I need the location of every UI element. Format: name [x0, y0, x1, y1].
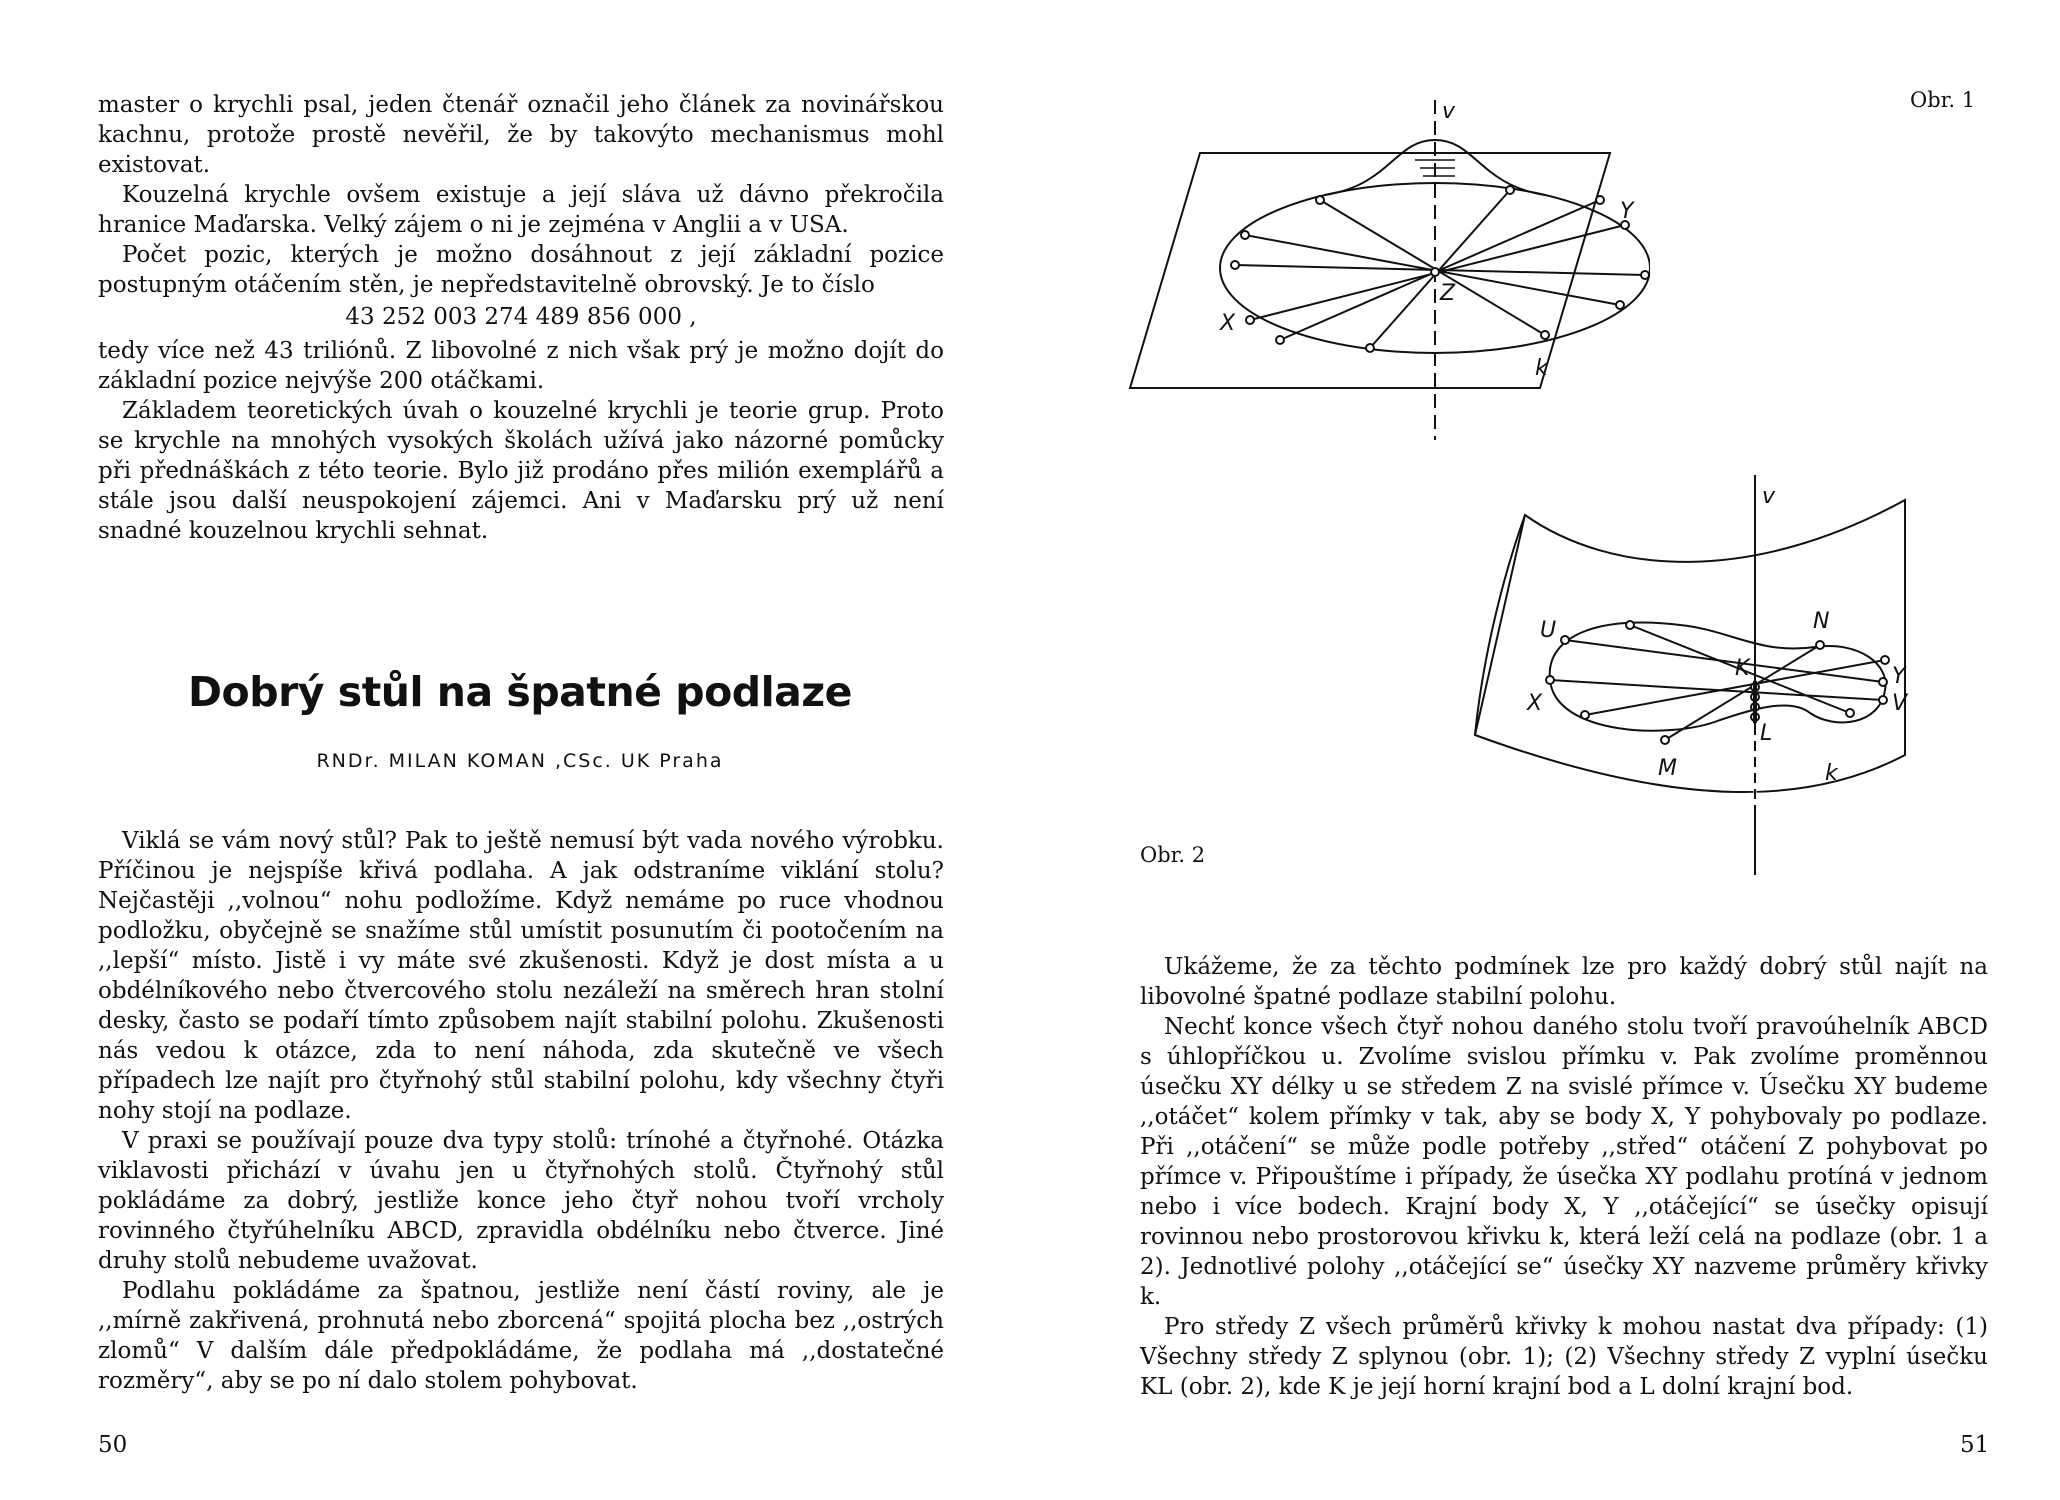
figure-2-label-v: v	[1762, 484, 1776, 509]
large-number: 43 252 003 274 489 856 000 ,	[345, 304, 697, 330]
figure-1-caption: Obr. 1	[1910, 88, 1976, 112]
page-number: 51	[1960, 1432, 1990, 1458]
figure-2-caption: Obr. 2	[1140, 843, 1206, 867]
figure-2-label-n: N	[1813, 609, 1830, 634]
figure-1-label-x: X	[1220, 311, 1236, 336]
figure-2-label-k: k	[1825, 761, 1838, 786]
figure-2-label-k-point: K	[1735, 656, 1750, 681]
figure-2-label-y: Y	[1892, 664, 1906, 689]
intro-paragraph: tedy více než 43 triliónů. Z libovolné z nich však prý je možno dojít do základní pozice nejvýše 200 otáčkami.	[98, 338, 944, 394]
figure-2-label-l: L	[1760, 721, 1773, 746]
figure-2-label-u: U	[1540, 618, 1557, 643]
article-paragraph: Ukážeme, že za těchto podmínek lze pro každý dobrý stůl najít na libovolné špatné podlaze stabilní polohu.	[1140, 954, 1988, 1010]
article-byline: RNDr. MILAN KOMAN ,CSc. UK Praha	[316, 750, 724, 772]
intro-paragraph: Kouzelná krychle ovšem existuje a její sláva už dávno překročila hranice Maďarska. Velký zájem o ni je zejména v Anglii a v USA.	[98, 182, 944, 238]
figure-2-label-v-point: V	[1892, 691, 1908, 716]
figure-1-label-y: Y	[1620, 199, 1634, 224]
figure-2-label-m: M	[1658, 756, 1677, 781]
article-paragraph: Pro středy Z všech průměrů křivky k mohou nastat dva případy: (1) Všechny středy Z splynou (obr. 1); (2) Všechny středy Z vyplní úsečku KL (obr. 2), kde K je její horní krajní bod a L dolní krajní bod.	[1140, 1314, 1988, 1400]
figure-1-label-z: Z	[1440, 281, 1456, 306]
figure-1-label-k: k	[1535, 356, 1548, 381]
figure-1-label-v: v	[1442, 99, 1456, 124]
right-page	[1030, 0, 2060, 1500]
intro-paragraph: master o krychli psal, jeden čtenář označil jeho článek za novinářskou kachnu, protože prostě nevěřil, že by takovýto mechanismus mohl existovat.	[98, 92, 944, 178]
article-paragraph: V praxi se používají pouze dva typy stolů: trínohé a čtyřnohé. Otázka viklavosti přichází v úvahu jen u čtyřnohých stolů. Čtyřnohý stůl pokládáme za dobrý, jestliže konce jeho čtyř nohou tvoří vrcholy rovinného čtyřúhelníku ABCD, zpravidla obdélníku nebo čtverce. Jiné druhy stolů nebudeme uvažovat.	[98, 1128, 944, 1274]
figure-2-label-x: X	[1527, 691, 1543, 716]
intro-paragraph: Základem teoretických úvah o kouzelné krychli je teorie grup. Proto se krychle na mnohých vysokých školách užívá jako názorné pomůcky při přednáškách z této teorie. Bylo již prodáno přes milión exemplářů a stále jsou další neuspokojení zájemci. Ani v Maďarsku prý už není snadné kouzelnou krychli sehnat.	[98, 398, 944, 544]
article-body-left	[98, 826, 944, 1396]
figure-1-diagram	[1090, 90, 1650, 450]
intro-paragraph: Počet pozic, kterých je možno dosáhnout z její základní pozice postupným otáčením stěn, je nepředstavitelně obrovský. Je to číslo	[98, 242, 944, 298]
figure-2-diagram	[1430, 465, 1930, 885]
article-paragraph: Nechť konce všech čtyř nohou daného stolu tvoří pravoúhelník ABCD s úhlopříčkou u. Zvolíme svislou přímku v. Pak zvolíme proměnnou úsečku XY délky u se středem Z na svislé přímce v. Úsečku XY budeme ,,otáčet“ kolem přímky v tak, aby se body X, Y pohybovaly po podlaze. Při ,,otáčení“ se může podle potřeby ,,střed“ otáčení Z pohybovat po přímce v. Připouštíme i případy, že úsečka XY podlahu protíná v jednom nebo i více bodech. Krajní body X, Y ,,otáčející“ se úsečky opisují rovinnou nebo prostorovou křivku k, která leží celá na podlaze (obr. 1 a 2). Jednotlivé polohy ,,otáčející se“ úsečky XY nazveme průměry křivky k.	[1140, 1014, 1988, 1310]
article-paragraph: Viklá se vám nový stůl? Pak to ještě nemusí být vada nového výrobku. Příčinou je nejspíše křivá podlaha. A jak odstraníme viklání stolu? Nejčastěji ,,volnou“ nohu podložíme. Když nemáme po ruce vhodnou podložku, obyčejně se snažíme stůl umístit posunutím či pootočením na ,,lepší“ místo. Jistě i vy máte své zkušenosti. Když je dost místa a u obdélníkového nebo čtvercového stolu nezáleží na směrech hran stolní desky, často se podaří tímto způsobem najít stabilní polohu. Zkušenosti nás vedou k otázce, zda to není náhoda, zda skutečně ve všech případech lze najít pro čtyřnohý stůl stabilní polohu, kdy všechny čtyři nohy stojí na podlaze.	[98, 828, 944, 1124]
article-paragraph: Podlahu pokládáme za špatnou, jestliže není částí roviny, ale je ,,mírně zakřivená, prohnutá nebo zborcená“ spojitá plocha bez ,,ostrých zlomů“ V dalším dále předpokládáme, že podlaha má ,,dostatečné rozměry“, aby se po ní dalo stolem pohybovat.	[98, 1278, 944, 1394]
article-title: Dobrý stůl na špatné podlaze	[188, 668, 852, 716]
intro-text	[98, 90, 944, 546]
article-body-right	[1140, 952, 1988, 1402]
page-number: 50	[98, 1432, 128, 1458]
